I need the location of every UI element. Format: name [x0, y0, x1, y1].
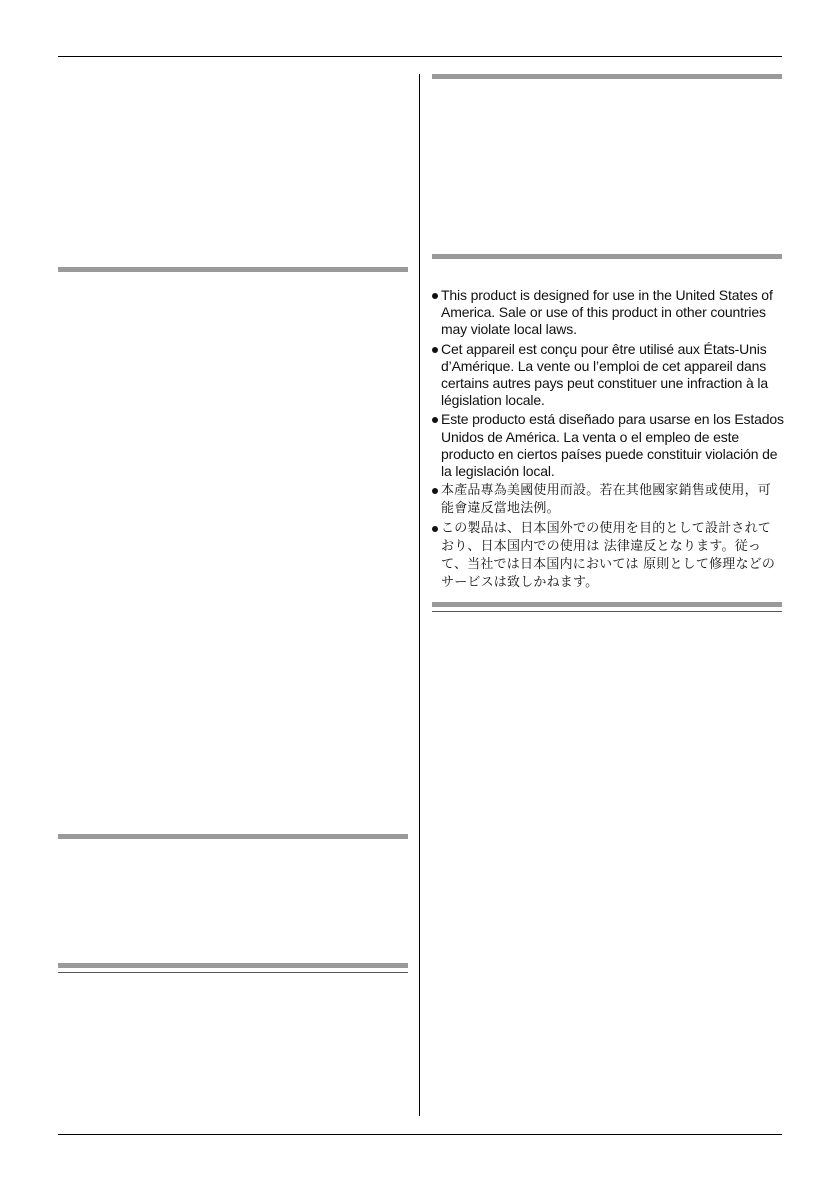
left-section-bar-1 — [58, 267, 408, 272]
notice-english — [432, 287, 784, 339]
bottom-rule — [58, 1134, 782, 1135]
bullet-icon — [432, 488, 438, 494]
notice-spanish-text: Este producto está diseñado para usarse en los Estados Unidos de América. La venta o el empleo de este producto en ciertos países puede constituir violación de la legislación local. — [441, 411, 784, 480]
notice-japanese — [432, 520, 784, 592]
notice-english-text: This product is designed for use in the United States of America. Sale or use of this product in other countries may violate local laws. — [441, 287, 773, 338]
notice-chinese — [432, 482, 784, 518]
column-divider — [419, 74, 420, 1116]
bullet-icon — [432, 526, 438, 532]
top-rule — [58, 56, 782, 57]
notice-spanish — [432, 411, 784, 480]
bullet-icon — [432, 293, 438, 299]
bullet-icon — [432, 347, 438, 353]
notice-french-text: Cet appareil est conçu pour être utilisé aux États-Unis d’Amérique. La vente ou l’emploi de cet appareil dans certains autres pays peut constituer une infraction à la législation locale. — [441, 340, 769, 409]
right-section-bar-1 — [432, 74, 782, 79]
notice-french — [432, 341, 784, 410]
bullet-icon — [432, 417, 438, 423]
notice-japanese-text: この製品は、日本国外での使用を目的として設計されており、日本国内での使用は 法律違反となります。従って、当社では日本国内においては 原則として修理などの サービスは致しかねます。 — [441, 521, 776, 591]
right-section-bar-3 — [432, 602, 782, 607]
right-section-bar-2 — [432, 254, 782, 259]
left-section-bar-3 — [58, 963, 408, 968]
regional-notice-list — [432, 287, 784, 594]
notice-chinese-text: 本產品專為美國使用而設。若在其他國家銷售或使用，可能會違反當地法例。 — [441, 483, 772, 517]
left-section-bar-2 — [58, 834, 408, 839]
